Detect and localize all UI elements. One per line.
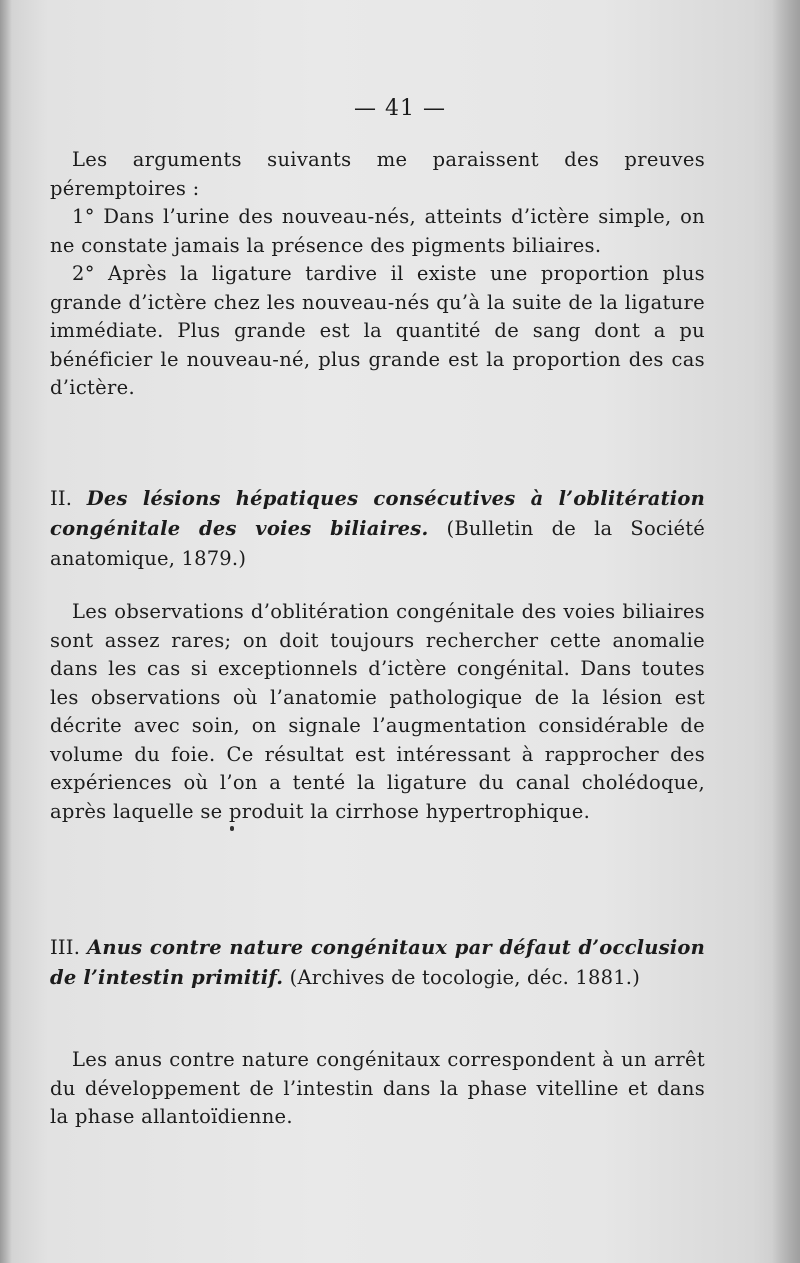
intro-lead: Les arguments suivants me paraissent des preuves péremptoires : bbox=[50, 148, 705, 200]
section-3-title: Anus contre nature congénitaux par défaut d’occlusion de l’intestin primitif. bbox=[50, 936, 705, 989]
page-number: — 41 — bbox=[354, 96, 446, 121]
section-2-body: Les observations d’oblitération congénitale des voies biliaires sont assez rares; on doit toujours rechercher cette anomalie dans les cas si exceptionnels d’ictère congénital. Dans toutes les observations où l’anatomie pathologique de la lésion est décrite avec soin, on signale l’augmentation considérable de volume du foie. Ce résultat est intéressant à rapprocher des expériences où l’on a tenté la ligature du canal cholédoque, après laquelle se produit la cirrhose hypertrophique. bbox=[50, 600, 705, 823]
intro-block bbox=[50, 146, 705, 403]
intro-point-1: 1° Dans l’urine des nouveau-nés, atteints d’ictère simple, on ne constate jamais la présence des pigments biliaires. bbox=[50, 205, 705, 257]
section-3-source: (Archives de tocologie, déc. 1881.) bbox=[289, 966, 641, 989]
section-3-number: III. bbox=[50, 936, 81, 959]
section-2-number: II. bbox=[50, 487, 73, 510]
section-3-body: Les anus contre nature congénitaux correspondent à un arrêt du développement de l’intestin dans la phase vitelline et dans la phase allantoïdienne. bbox=[50, 1048, 705, 1128]
section-3-heading bbox=[50, 933, 705, 993]
section-2-source: (Bulletin de la Société anatomique, 1879.) bbox=[50, 517, 705, 570]
ink-dot bbox=[230, 826, 234, 831]
section-2-body-block bbox=[50, 598, 705, 826]
section-2-heading bbox=[50, 484, 705, 574]
section-2-title: Des lésions hépatiques consécutives à l’oblitération congénitale des voies biliaires. bbox=[50, 487, 705, 540]
intro-point-2: 2° Après la ligature tardive il existe une proportion plus grande d’ictère chez les nouveau-nés qu’à la suite de la ligature immédiate. Plus grande est la quantité de sang dont a pu bénéficier le nouveau-né, plus grande est la proportion des cas d’ictère. bbox=[50, 262, 705, 399]
section-3-body-block bbox=[50, 1046, 705, 1132]
